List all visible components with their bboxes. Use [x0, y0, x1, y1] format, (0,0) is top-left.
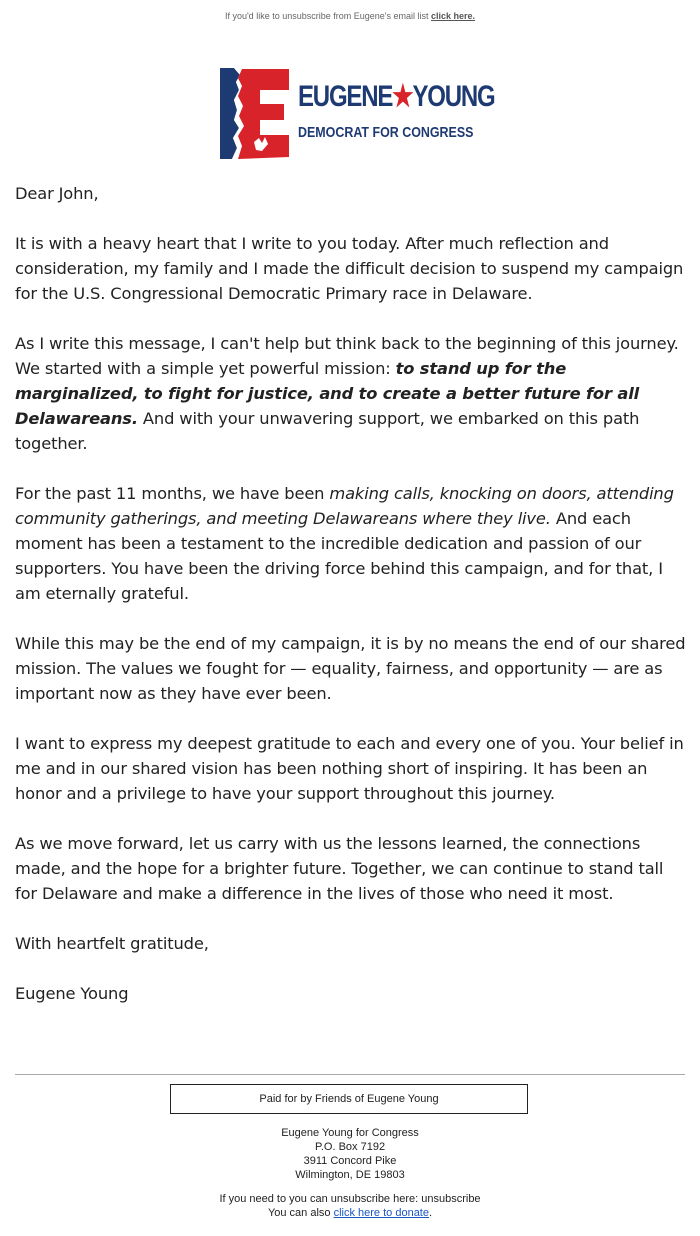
- footer-links: [0, 1192, 700, 1220]
- paragraph-3-italic: making calls, knocking on doors, attending community gatherings, and meeting Delawareans where they live.: [15, 484, 674, 528]
- paragraph-1: It is with a heavy heart that I write to you today. After much reflection and consideration, my family and I made the difficult decision to suspend my campaign for the U.S. Congressional Democratic Primary race in Delaware.: [15, 234, 684, 303]
- paid-for-disclaimer: Paid for by Friends of Eugene Young: [170, 1084, 528, 1114]
- donate-suffix: .: [428, 1207, 433, 1219]
- address-line-3: 3911 Concord Pike: [303, 1155, 397, 1167]
- paragraph-3: [15, 481, 690, 606]
- letter-body: [15, 181, 690, 1031]
- donate-prefix: You can also: [267, 1207, 331, 1219]
- footer-donate-line: [0, 1206, 700, 1220]
- preheader-unsubscribe-link[interactable]: click here.: [431, 11, 476, 21]
- paragraph-4: While this may be the end of my campaign, it is by no means the end of our shared mission. The values we fought for — equality, fairness, and opportunity — are as important now as they have ever been.: [15, 634, 686, 703]
- mailing-address: [0, 1126, 700, 1182]
- paragraph-2-start: As I write this message, I can't help but think back to the beginning of this journey. We started with a simple yet powerful mission:: [15, 334, 679, 378]
- logo-tagline: DEMOCRAT FOR CONGRESS: [298, 124, 474, 141]
- paragraph-5: I want to express my deepest gratitude to each and every one of you. Your belief in me and in our shared vision has been nothing short of inspiring. It has been an honor and a privilege to have your support throughout this journey.: [15, 734, 684, 803]
- address-line-2: P.O. Box 7192: [314, 1141, 386, 1153]
- paragraph-3-end: And each moment has been a testament to the incredible dedication and passion of our supporters. You have been the driving force behind this campaign, and for that, I am eternally grateful.: [15, 509, 663, 603]
- paragraph-2: [15, 331, 690, 456]
- address-line-1: Eugene Young for Congress: [281, 1127, 419, 1139]
- logo-name-last: YOUNG: [412, 80, 495, 113]
- paragraph-2-bold-mission: to stand up for the marginalized, to fight for justice, and to create a better future for all Delawareans.: [15, 359, 640, 428]
- footer-unsubscribe-text: If you need to you can unsubscribe here: unsubscribe: [219, 1193, 481, 1205]
- donate-link[interactable]: click here to donate: [333, 1207, 429, 1219]
- unsubscribe-preheader: [0, 11, 700, 21]
- paragraph-2-end: And with your unwavering support, we embarked on this path together.: [15, 409, 640, 453]
- footer-divider: [15, 1074, 685, 1075]
- paragraph-6: As we move forward, let us carry with us the lessons learned, the connections made, and the hope for a brighter future. Together, we can continue to stand tall for Delaware and make a difference in the lives of those who need it most.: [15, 834, 664, 903]
- signature: Eugene Young: [15, 984, 129, 1003]
- address-line-4: Wilmington, DE 19803: [295, 1169, 405, 1181]
- paragraph-3-start: For the past 11 months, we have been: [15, 484, 325, 503]
- campaign-logo: [218, 66, 495, 160]
- preheader-text: If you'd like to unsubscribe from Eugene's email list: [224, 11, 429, 21]
- closing: With heartfelt gratitude,: [15, 934, 209, 953]
- delaware-e-logo-icon: [218, 66, 290, 160]
- greeting: Dear John,: [15, 184, 99, 203]
- logo-wordmark: [298, 79, 495, 114]
- star-icon: ★: [392, 80, 413, 113]
- logo-name-first: EUGENE: [298, 80, 393, 113]
